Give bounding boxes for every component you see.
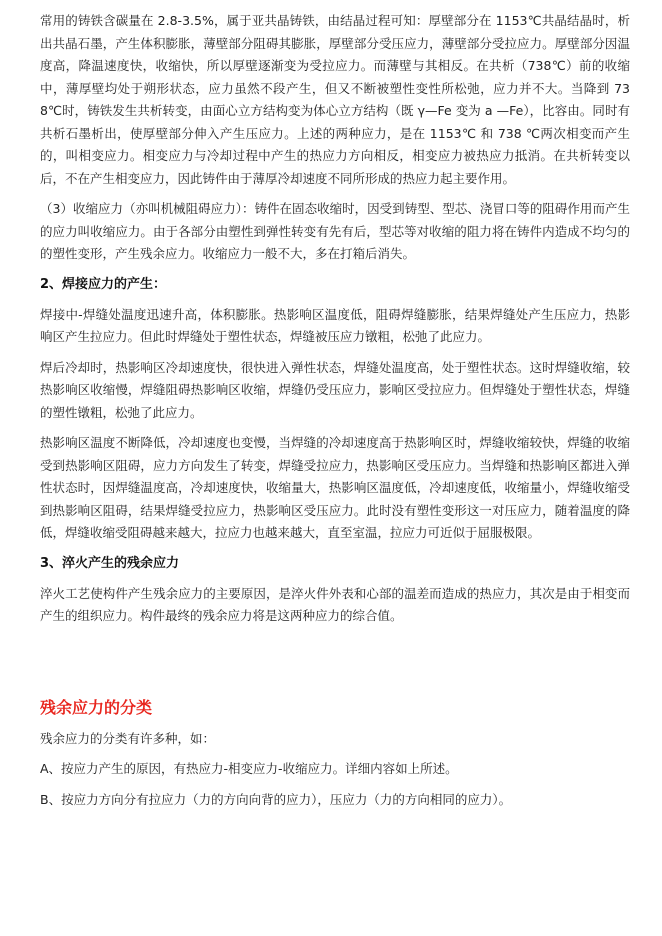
- spacer: [40, 750, 630, 758]
- spacer: [40, 545, 630, 553]
- paragraph-welding-heating: 焊接中-焊缝处温度迅速升高，体积膨胀。热影响区温度低，阻碍焊缝膨胀，结果焊缝处产生压应力，热影响区产生拉应力。但此时焊缝处于塑性状态，焊缝被压应力镦粗，松弛了此应力。: [40, 306, 630, 344]
- paragraph-shrinkage-stress: （3）收缩应力（亦叫机械阻碍应力）：铸件在固态收缩时，因受到铸型、型芯、浇冒口等的阻碍作用而产生的应力叫收缩应力。由于各部分由塑性到弹性转变有先有后，型芯等对收缩的阻力将在铸件内造成不均匀的的塑性变形，产生残余应力。收缩应力一般不大，多在打箱后消失。: [40, 201, 630, 261]
- paragraph-classification-intro: 残余应力的分类有许多种，如：: [40, 730, 216, 746]
- spacer: [40, 349, 630, 357]
- paragraph-quenching: 淬火工艺使构件产生残余应力的主要原因，是淬火件外表和心部的温差而造成的热应力，其次是由于相变而产生的组织应力。构件最终的残余应力将是这两种应力的综合值。: [40, 585, 630, 623]
- paragraph-cast-iron-phase-stress: 常用的铸铁含碳量在 2.8-3.5%，属于亚共晶铸铁，由结晶过程可知：厚壁部分在 1153℃共晶结晶时，析出共晶石墨，产生体积膨胀，薄壁部分阻碍其膨胀，厚壁部分受压应力，薄壁部分受拉应力。厚壁部分因温度高，降温速度快，收缩快，所以厚壁逐渐变为受拉应力。而薄壁与其相反。在共析（738℃）前的收缩中，薄厚壁均处于朔形状态，应力虽然不段产生，但又不断被塑性变性所松弛，应力并不大。当降到 738℃时，铸铁发生共析转变，由面心立方结构变为体心立方结构（既 γ—Fe 变为 a —Fe），比容由。同时有共析石墨析出，使厚壁部分伸入产生压应力。上述的两种应力，是在 1153℃ 和 738 ℃两次相变而产生的，叫相变应力。相变应力与冷却过程中产生的热应力方向相反，相变应力被热应力抵消。在共析转变以后，不在产生相变应力，因此铸件由于薄厚冷却速度不同所形成的热应力起主要作用。: [40, 13, 630, 186]
- heading-welding-stress: 2、焊接应力的产生：: [40, 276, 167, 292]
- list-item-classification-b: B、按应力方向分有拉应力（力的方向向背的应力），压应力（力的方向相同的应力）。: [40, 791, 512, 807]
- spacer: [40, 424, 630, 432]
- section-spacer: [40, 628, 630, 696]
- document-page: [40, 10, 630, 811]
- paragraph-welding-cooling: 焊后冷却时，热影响区冷却速度快，很快进入弹性状态，焊缝处温度高，处于塑性状态。这时焊缝收缩，较热影响区收缩慢，焊缝阻碍热影响区收缩，焊缝仍受压应力，影响区受拉应力。但焊缝处于塑性状态，焊缝的塑性镦粗，松弛了此应力。: [40, 359, 630, 420]
- spacer: [40, 781, 630, 789]
- paragraph-welding-haz: 热影响区温度不断降低，冷却速度也变慢，当焊缝的冷却速度高于热影响区时，焊缝收缩较快，焊缝的收缩受到热影响区阻碍，应力方向发生了转变，焊缝受拉应力，热影响区受压应力。当焊缝和热影响区都进入弹性状态时，因焊缝温度高，冷却速度快，收缩量大，热影响区温度低，冷却速度低，收缩量小，焊缝收缩受到热影响区阻碍，结果焊缝受拉应力，热影响区受压应力。此时没有塑性变形这一对压应力，随着温度的降低，焊缝收缩受阻碍越来越大，拉应力也越来越大，直至室温，拉应力可近似于屈服极限。: [40, 435, 630, 540]
- spacer: [40, 266, 630, 274]
- spacer: [40, 190, 630, 198]
- section-title-classification: 残余应力的分类: [40, 697, 153, 717]
- heading-quenching-stress: 3、淬火产生的残余应力: [40, 555, 180, 571]
- spacer: [40, 575, 630, 583]
- spacer: [40, 720, 630, 728]
- spacer: [40, 296, 630, 304]
- list-item-classification-a: A、按应力产生的原因，有热应力-相变应力-收缩应力。详细内容如上所述。: [40, 761, 458, 776]
